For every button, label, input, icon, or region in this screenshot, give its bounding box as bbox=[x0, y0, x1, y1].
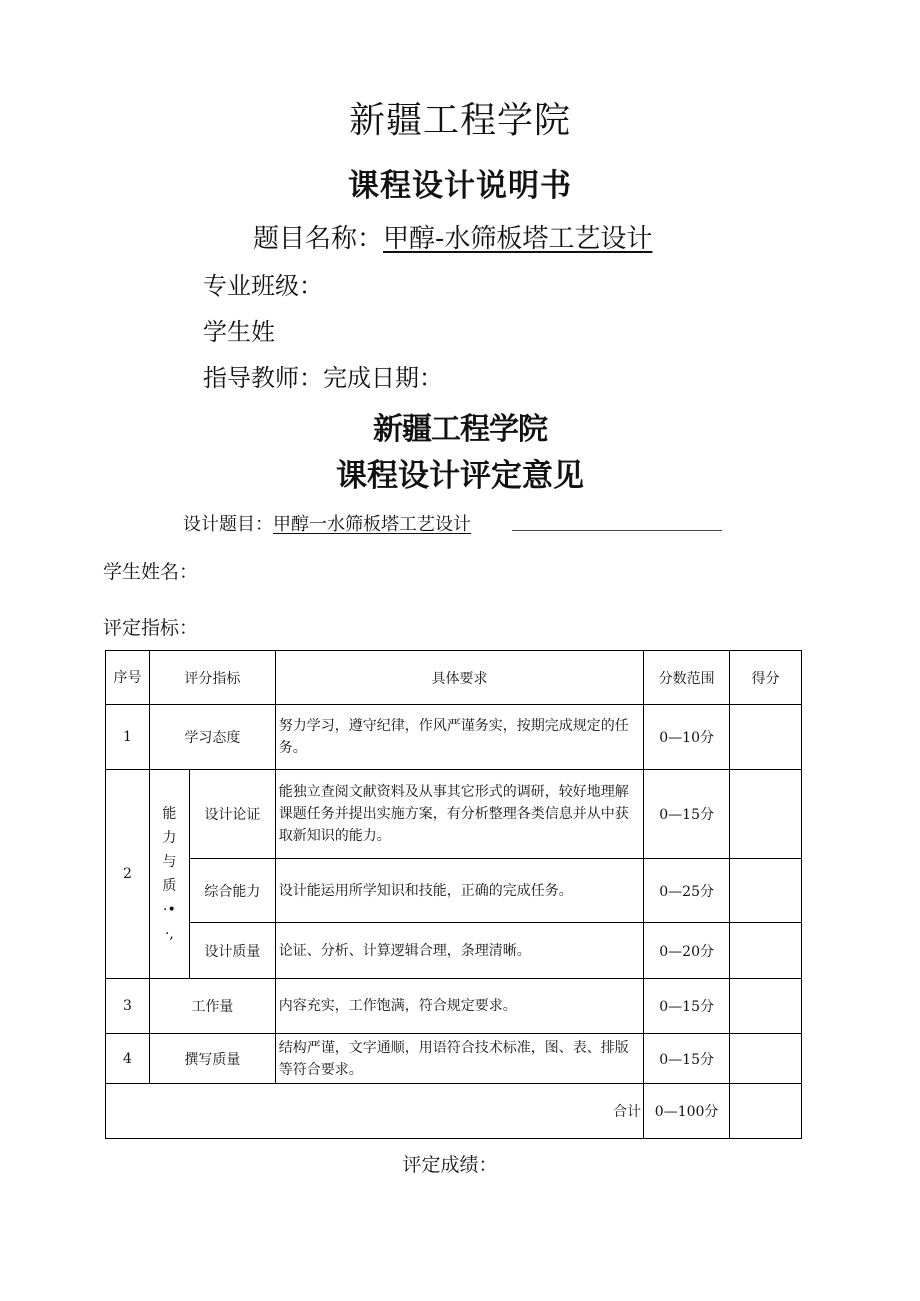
eval-title: 课程设计评定意见 bbox=[336, 458, 584, 494]
row-range: 0—20分 bbox=[644, 923, 730, 979]
header-range: 分数范围 bbox=[644, 651, 730, 705]
table-row bbox=[106, 705, 802, 770]
cover-school-title: 新疆工程学院 bbox=[348, 100, 571, 141]
eval-criteria-label: 评定指标： bbox=[103, 617, 199, 639]
row-score-cell[interactable] bbox=[730, 979, 802, 1034]
row-seq: 1 bbox=[106, 705, 150, 770]
table-header-row bbox=[106, 651, 802, 705]
row-indicator: 撰写质量 bbox=[149, 1034, 275, 1084]
row-indicator: 工作量 bbox=[149, 979, 275, 1034]
total-label: 合计 bbox=[106, 1084, 644, 1139]
total-range: 0—100分 bbox=[644, 1084, 730, 1139]
row-requirement: 努力学习，遵守纪律，作风严谨务实，按期完成规定的任务。 bbox=[275, 705, 643, 770]
row-seq: 3 bbox=[106, 979, 150, 1034]
cover-topic bbox=[253, 218, 652, 255]
cover-topic-label: 题目名称： bbox=[253, 224, 384, 254]
row-requirement: 设计能运用所学知识和技能，正确的完成任务。 bbox=[275, 859, 643, 923]
row-indicator: 综合能力 bbox=[189, 859, 275, 923]
total-score-cell[interactable] bbox=[730, 1084, 802, 1139]
row-range: 0—15分 bbox=[644, 979, 730, 1034]
row-score-cell[interactable] bbox=[730, 705, 802, 770]
cover-major-class: 专业班级： bbox=[203, 272, 323, 300]
cover-student: 学生姓 bbox=[203, 318, 275, 346]
row-requirement: 结构严谨，文字通顺，用语符合技术标准，图、表、排版等符合要求。 bbox=[275, 1034, 643, 1084]
eval-topic-label: 设计题目： bbox=[183, 514, 273, 535]
header-indicator: 评分指标 bbox=[149, 651, 275, 705]
row-indicator: 设计论证 bbox=[189, 770, 275, 859]
row-group-text: 能力与质·•·, bbox=[162, 806, 177, 942]
cover-advisor-date: 指导教师：完成日期： bbox=[203, 364, 443, 392]
row-requirement: 内容充实，工作饱满，符合规定要求。 bbox=[275, 979, 643, 1034]
row-seq: 2 bbox=[106, 770, 150, 979]
evaluation-table bbox=[105, 650, 802, 1139]
row-requirement: 论证、分析、计算逻辑合理，条理清晰。 bbox=[275, 923, 643, 979]
row-seq: 4 bbox=[106, 1034, 150, 1084]
final-grade-label: 评定成绩： bbox=[402, 1154, 498, 1176]
table-total-row bbox=[106, 1084, 802, 1139]
row-range: 0—10分 bbox=[644, 705, 730, 770]
header-seq: 序号 bbox=[106, 651, 150, 705]
eval-student-name: 学生姓名： bbox=[103, 561, 199, 583]
row-score-cell[interactable] bbox=[730, 1034, 802, 1084]
table-row bbox=[106, 979, 802, 1034]
row-requirement: 能独立查阅文献资料及从事其它形式的调研，较好地理解课题任务并提出实施方案，有分析整理各类信息并从中获取新知识的能力。 bbox=[275, 770, 643, 859]
table-row bbox=[106, 859, 802, 923]
row-range: 0—15分 bbox=[644, 770, 730, 859]
row-range: 0—25分 bbox=[644, 859, 730, 923]
eval-topic-value: 甲醇一水筛板塔工艺设计 bbox=[273, 514, 471, 535]
row-indicator: 设计质量 bbox=[189, 923, 275, 979]
header-requirement: 具体要求 bbox=[275, 651, 643, 705]
row-range: 0—15分 bbox=[644, 1034, 730, 1084]
row-score-cell[interactable] bbox=[730, 770, 802, 859]
table-row bbox=[106, 770, 802, 859]
row-score-cell[interactable] bbox=[730, 923, 802, 979]
eval-school-title: 新疆工程学院 bbox=[373, 412, 547, 447]
row-group-label bbox=[149, 770, 189, 979]
table-row bbox=[106, 923, 802, 979]
cover-doc-type: 课程设计说明书 bbox=[348, 168, 572, 204]
header-score: 得分 bbox=[730, 651, 802, 705]
row-indicator: 学习态度 bbox=[149, 705, 275, 770]
table-row bbox=[106, 1034, 802, 1084]
eval-topic-blank-line bbox=[512, 530, 722, 531]
cover-topic-value: 甲醇-水筛板塔工艺设计 bbox=[383, 224, 653, 254]
row-score-cell[interactable] bbox=[730, 859, 802, 923]
eval-topic bbox=[183, 510, 471, 536]
